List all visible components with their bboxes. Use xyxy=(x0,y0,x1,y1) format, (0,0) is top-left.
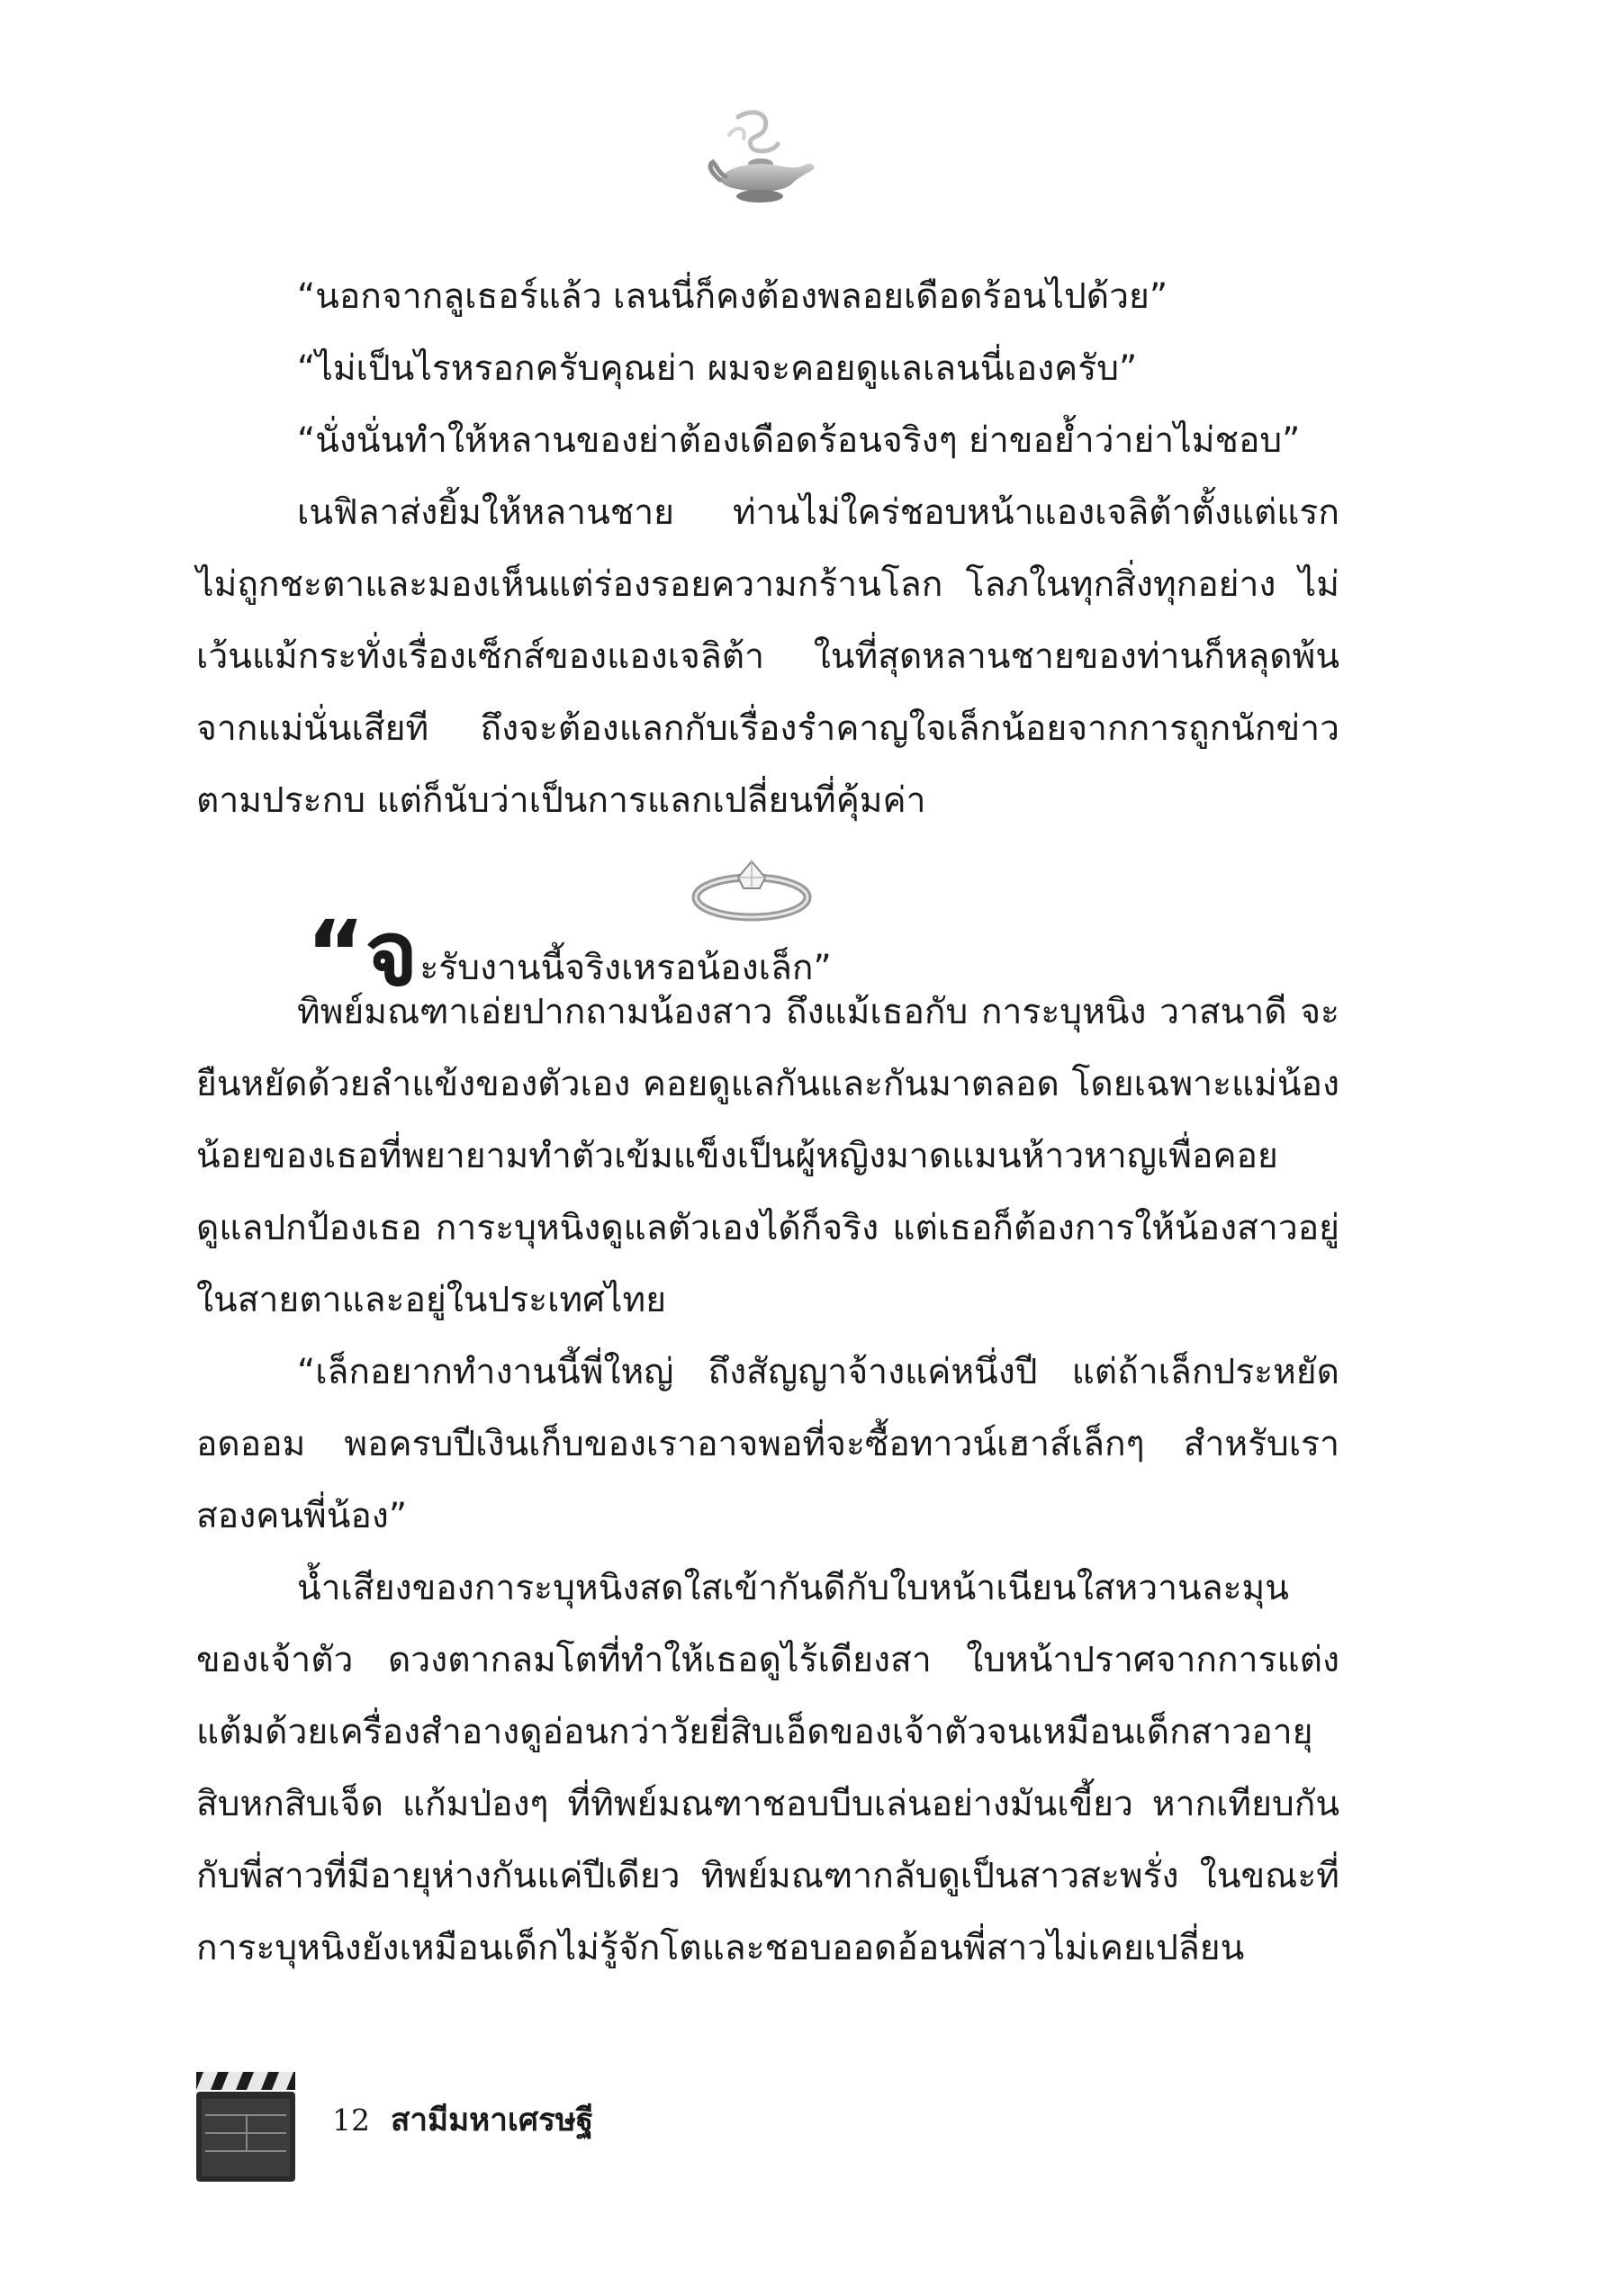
section-2-text xyxy=(196,977,1339,1985)
drop-cap-quote: “ xyxy=(306,901,365,1006)
paragraph: “นั่งนั่นทำให้หลานของย่าต้องเดือดร้อนจริงๆ ย่าขอย้ำว่าย่าไม่ชอบ” xyxy=(297,420,1301,461)
paragraph: “เล็กอยากทำงานนี้พี่ใหญ่ ถึงสัญญาจ้างแค่หนึ่งปี แต่ถ้าเล็กประหยัดอดออม พอครบปีเงินเก็บของเราอาจพอที่จะซื้อทาวน์เฮาส์เล็กๆ สำหรับเราสองคนพี่น้อง” xyxy=(196,1352,1339,1536)
genie-lamp-icon xyxy=(702,108,819,207)
opening-text: ะรับงานนี้จริงเหรอน้องเล็ก” xyxy=(419,948,832,988)
paragraph: น้ำเสียงของการะบุหนิงสดใสเข้ากันดีกับใบหน้าเนียนใสหวานละมุนของเจ้าตัว ดวงตากลมโตที่ทำให้เธอดูไร้เดียงสา ใบหน้าปราศจากการแต่งแต้มด้วยเครื่องสำอางดูอ่อนกว่าวัยยี่สิบเอ็ดของเจ้าตัวจนเหมือนเด็กสาวอายุสิบหกสิบเจ็ด แก้มป่องๆ ที่ทิพย์มณฑาชอบบีบเล่นอย่างมันเขี้ยว หากเทียบกันกับพี่สาวที่มีอายุห่างกันแค่ปีเดียว ทิพย์มณฑากลับดูเป็นสาวสะพรั่ง ในขณะที่การะบุหนิงยังเหมือนเด็กไม่รู้จักโตและชอบออดอ้อนพี่สาวไม่เคยเปลี่ยน xyxy=(196,1568,1339,1968)
book-title: สามีมหาเศรษฐี xyxy=(391,2102,594,2138)
paragraph: “นอกจากลูเธอร์แล้ว เลนนี่ก็คงต้องพลอยเดือดร้อนไปด้วย” xyxy=(297,276,1168,317)
paragraph: “ไม่เป็นไรหรอกครับคุณย่า ผมจะคอยดูแลเลนนี่เองครับ” xyxy=(297,348,1138,389)
drop-cap-letter: จ xyxy=(365,901,419,1006)
section-1-text xyxy=(196,261,1339,837)
film-clapperboard-icon xyxy=(193,2068,299,2185)
paragraph: ทิพย์มณฑาเอ่ยปากถามน้องสาว ถึงแม้เธอกับ การะบุหนิง วาสนาดี จะยืนหยัดด้วยลำแข้งของตัวเอง คอยดูแลกันและกันมาตลอด โดยเฉพาะแม่น้องน้อยของเธอที่พยายามทำตัวเข้มแข็งเป็นผู้หญิงมาดแมนห้าวหาญเพื่อคอยดูแลปกป้องเธอ การะบุหนิงดูแลตัวเองได้ก็จริง แต่เธอก็ต้องการให้น้องสาวอยู่ในสายตาและอยู่ในประเทศไทย xyxy=(196,992,1339,1320)
page-footer xyxy=(193,2068,733,2185)
paragraph: เนฟิลาส่งยิ้มให้หลานชาย ท่านไม่ใคร่ชอบหน้าแองเจลิต้าตั้งแต่แรก ไม่ถูกชะตาและมองเห็นแต่ร่องรอยความกร้านโลก โลภในทุกสิ่งทุกอย่าง ไม่เว้นแม้กระทั่งเรื่องเซ็กส์ของแองเจลิต้า ในที่สุดหลานชายของท่านก็หลุดพ้นจากแม่นั่นเสียที ถึงจะต้องแลกกับเรื่องรำคาญใจเล็กน้อยจากการถูกนักข่าวตามประกบ แต่ก็นับว่าเป็นการแลกเปลี่ยนที่คุ้มค่า xyxy=(196,492,1339,821)
page-number: 12 xyxy=(332,2102,370,2138)
